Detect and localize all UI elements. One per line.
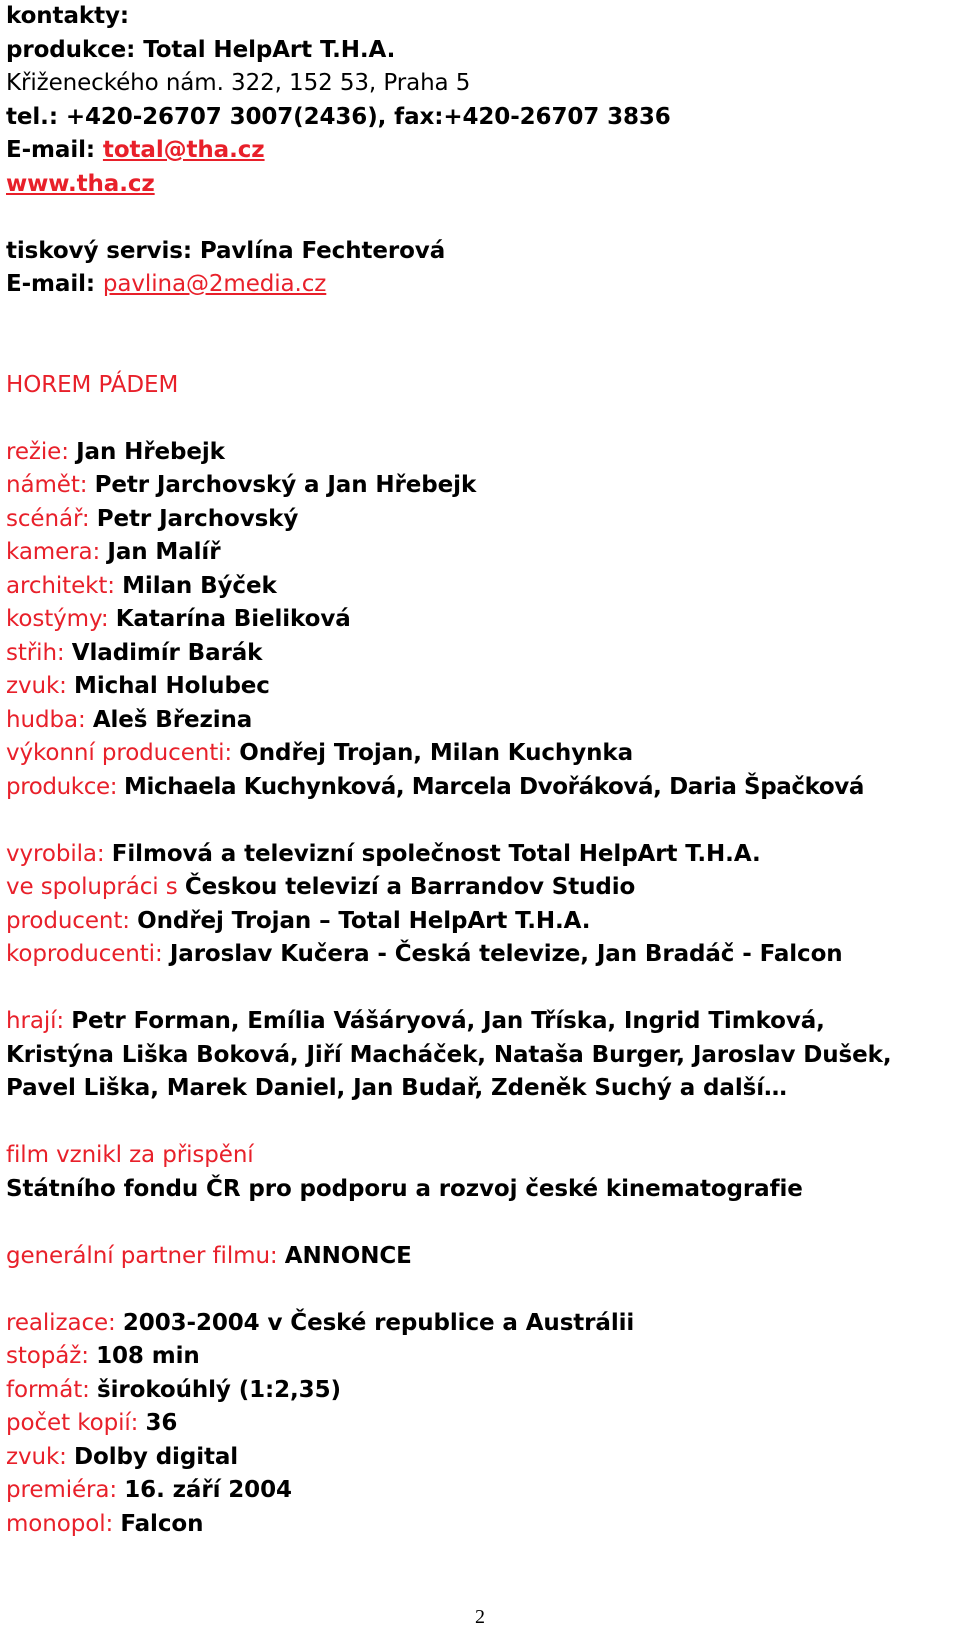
production-company-label: produkce: bbox=[6, 36, 144, 63]
crew-value: Vladimír Barák bbox=[71, 639, 263, 666]
crew-list bbox=[6, 436, 956, 805]
spacer bbox=[6, 1206, 956, 1240]
production-value: Filmová a televizní společnost Total HelpArt T.H.A. bbox=[111, 840, 761, 867]
press-email-label: E-mail: bbox=[6, 271, 103, 297]
crew-row bbox=[6, 737, 956, 771]
crew-label: kostýmy: bbox=[6, 606, 116, 632]
production-row bbox=[6, 838, 956, 872]
crew-row bbox=[6, 670, 956, 704]
production-value: Ondřej Trojan – Total HelpArt T.H.A. bbox=[137, 907, 591, 934]
production-label: vyrobila: bbox=[6, 840, 112, 867]
crew-row bbox=[6, 469, 956, 503]
crew-label: výkonní producenti: bbox=[6, 740, 240, 766]
crew-label: produkce: bbox=[6, 773, 124, 800]
production-company-name: Total HelpArt T.H.A. bbox=[143, 36, 396, 63]
crew-value: Ondřej Trojan, Milan Kuchynka bbox=[239, 740, 633, 766]
spec-value: 108 min bbox=[96, 1343, 200, 1369]
crew-label: zvuk: bbox=[6, 673, 75, 699]
spec-label: zvuk: bbox=[6, 1443, 75, 1470]
spec-row bbox=[6, 1340, 956, 1374]
spec-label: formát: bbox=[6, 1376, 97, 1403]
crew-row bbox=[6, 436, 956, 470]
partner-label: generální partner filmu: bbox=[6, 1242, 285, 1269]
cast-line bbox=[6, 1005, 956, 1039]
cast-block bbox=[6, 1005, 956, 1106]
crew-row bbox=[6, 536, 956, 570]
production-list bbox=[6, 838, 956, 972]
email-line bbox=[6, 134, 956, 168]
spacer bbox=[6, 1273, 956, 1307]
spec-label: stopáž: bbox=[6, 1343, 97, 1369]
crew-row bbox=[6, 771, 956, 805]
production-row bbox=[6, 938, 956, 972]
production-label: koproducenti: bbox=[6, 941, 170, 967]
crew-value: Milan Býček bbox=[122, 572, 277, 599]
film-title: HOREM PÁDEM bbox=[6, 371, 179, 398]
email-link[interactable]: total@tha.cz bbox=[102, 137, 265, 163]
press-email-line bbox=[6, 268, 956, 302]
spec-value: Dolby digital bbox=[74, 1443, 239, 1470]
spec-value: 16. září 2004 bbox=[124, 1477, 292, 1503]
crew-value: Michaela Kuchynková, Marcela Dvořáková, Daria Špačková bbox=[123, 773, 865, 800]
cast-line: Kristýna Liška Boková, Jiří Macháček, Nataša Burger, Jaroslav Dušek, bbox=[6, 1041, 892, 1068]
spec-label: monopol: bbox=[6, 1510, 121, 1537]
spec-row bbox=[6, 1441, 956, 1475]
crew-value: Michal Holubec bbox=[74, 673, 270, 699]
spec-value: Falcon bbox=[120, 1510, 204, 1537]
crew-label: scénář: bbox=[6, 505, 97, 532]
cast-label: hrají: bbox=[6, 1008, 72, 1034]
production-label: producent: bbox=[6, 907, 138, 934]
press-line bbox=[6, 235, 956, 269]
spacer bbox=[6, 201, 956, 235]
spacer bbox=[6, 402, 956, 436]
crew-value: Jan Malíř bbox=[107, 539, 221, 565]
contacts-heading: kontakty: bbox=[6, 3, 129, 29]
crew-label: hudba: bbox=[6, 706, 93, 733]
crew-row bbox=[6, 704, 956, 738]
spec-label: realizace: bbox=[6, 1309, 123, 1336]
crew-value: Katarína Bieliková bbox=[115, 606, 351, 632]
spec-value: širokoúhlý (1:2,35) bbox=[97, 1376, 341, 1403]
phone-line: tel.: +420-26707 3007(2436), fax:+420-26707 3836 bbox=[6, 103, 671, 130]
production-label: ve spolupráci s bbox=[6, 874, 185, 900]
web-link[interactable]: www.tha.cz bbox=[6, 170, 155, 197]
press-name: Pavlína Fechterová bbox=[199, 237, 446, 264]
email-label: E-mail: bbox=[6, 137, 103, 163]
partner-value: ANNONCE bbox=[284, 1242, 412, 1269]
crew-row bbox=[6, 637, 956, 671]
crew-value: Aleš Březina bbox=[92, 706, 253, 733]
spec-value: 2003-2004 v České republice a Austrálii bbox=[122, 1309, 635, 1336]
spec-row bbox=[6, 1508, 956, 1542]
press-label: tiskový servis: bbox=[6, 237, 200, 264]
crew-label: střih: bbox=[6, 639, 72, 666]
support-label: film vznikl za přispění bbox=[6, 1142, 254, 1168]
spec-row bbox=[6, 1307, 956, 1341]
spec-row bbox=[6, 1407, 956, 1441]
crew-label: kamera: bbox=[6, 539, 108, 565]
spacer bbox=[6, 302, 956, 369]
production-company-line bbox=[6, 34, 956, 68]
crew-value: Petr Jarchovský a Jan Hřebejk bbox=[94, 472, 477, 498]
crew-label: námět: bbox=[6, 472, 95, 498]
spacer bbox=[6, 804, 956, 838]
spacer bbox=[6, 972, 956, 1006]
page-number: 2 bbox=[475, 1606, 485, 1628]
spec-label: počet kopií: bbox=[6, 1410, 146, 1436]
press-email-link[interactable]: pavlina@2media.cz bbox=[102, 271, 327, 297]
cast-names: Petr Forman, Emília Vášáryová, Jan Tříska, Ingrid Timková, bbox=[71, 1008, 825, 1034]
production-row bbox=[6, 905, 956, 939]
crew-row bbox=[6, 503, 956, 537]
spec-row bbox=[6, 1474, 956, 1508]
crew-value: Petr Jarchovský bbox=[96, 505, 299, 532]
specs-list bbox=[6, 1307, 956, 1542]
spec-value: 36 bbox=[145, 1410, 178, 1436]
support-value: Státního fondu ČR pro podporu a rozvoj české kinematografie bbox=[6, 1175, 803, 1202]
document-page bbox=[6, 0, 956, 1541]
production-row bbox=[6, 871, 956, 905]
production-value: Jaroslav Kučera - Česká televize, Jan Bradáč - Falcon bbox=[169, 941, 843, 967]
crew-row bbox=[6, 603, 956, 637]
web-line bbox=[6, 168, 956, 202]
spec-label: premiéra: bbox=[6, 1477, 125, 1503]
partner-line bbox=[6, 1240, 956, 1274]
crew-value: Jan Hřebejk bbox=[76, 438, 225, 465]
spec-row bbox=[6, 1374, 956, 1408]
address-line: Křiženeckého nám. 322, 152 53, Praha 5 bbox=[6, 70, 471, 96]
spacer bbox=[6, 1106, 956, 1140]
production-value: Českou televizí a Barrandov Studio bbox=[184, 874, 636, 900]
cast-line: Pavel Liška, Marek Daniel, Jan Budař, Zdeněk Suchý a další… bbox=[6, 1075, 787, 1101]
crew-label: režie: bbox=[6, 438, 77, 465]
crew-label: architekt: bbox=[6, 572, 123, 599]
crew-row bbox=[6, 570, 956, 604]
